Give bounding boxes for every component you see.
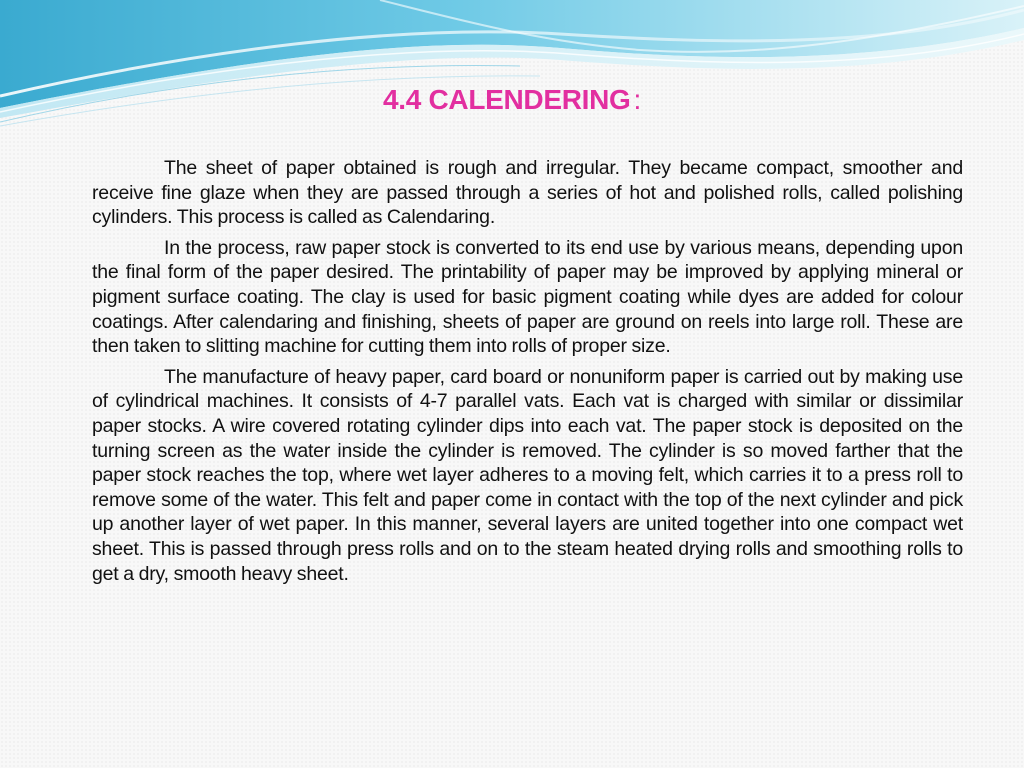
slide-title-colon: :: [633, 84, 642, 115]
slide-title: [0, 78, 1024, 122]
body-paragraph-3: The manufacture of heavy paper, card board or nonuniform paper is carried out by making use of cylindrical machines. It consists of 4-7 parallel vats. Each vat is charged with similar or dissimilar paper stocks. A wire covered rotating cylinder dips into each vat. The paper stock is deposited on the turning screen as the water inside the cylinder is removed. The cylinder is so moved farther that the paper stock reaches the top, where wet layer adheres to a moving felt, which carries it to a press roll to remove some of the water. This felt and paper come in contact with the top of the next cylinder and pick up another layer of wet paper. In this manner, several layers are united together into one compact wet sheet. This is passed through press rolls and on to the steam heated drying rolls and smoothing rolls to get a dry, smooth heavy sheet.: [92, 365, 963, 585]
slide-title-text: 4.4 CALENDERING: [382, 84, 631, 115]
slide-body: [92, 156, 963, 592]
body-paragraph-2: In the process, raw paper stock is converted to its end use by various means, depending upon the final form of the paper desired. The printability of paper may be improved by applying mineral or pigment surface coating. The clay is used for basic pigment coating while dyes are added for colour coatings. After calendaring and finishing, sheets of paper are ground on reels into large roll. These are then taken to slitting machine for cutting them into rolls of proper size.: [92, 236, 963, 358]
body-paragraph-1: The sheet of paper obtained is rough and irregular. They became compact, smoother and receive fine glaze when they are passed through a series of hot and polished rolls, called polishing cylinders. This process is called as Calendaring.: [92, 157, 963, 229]
